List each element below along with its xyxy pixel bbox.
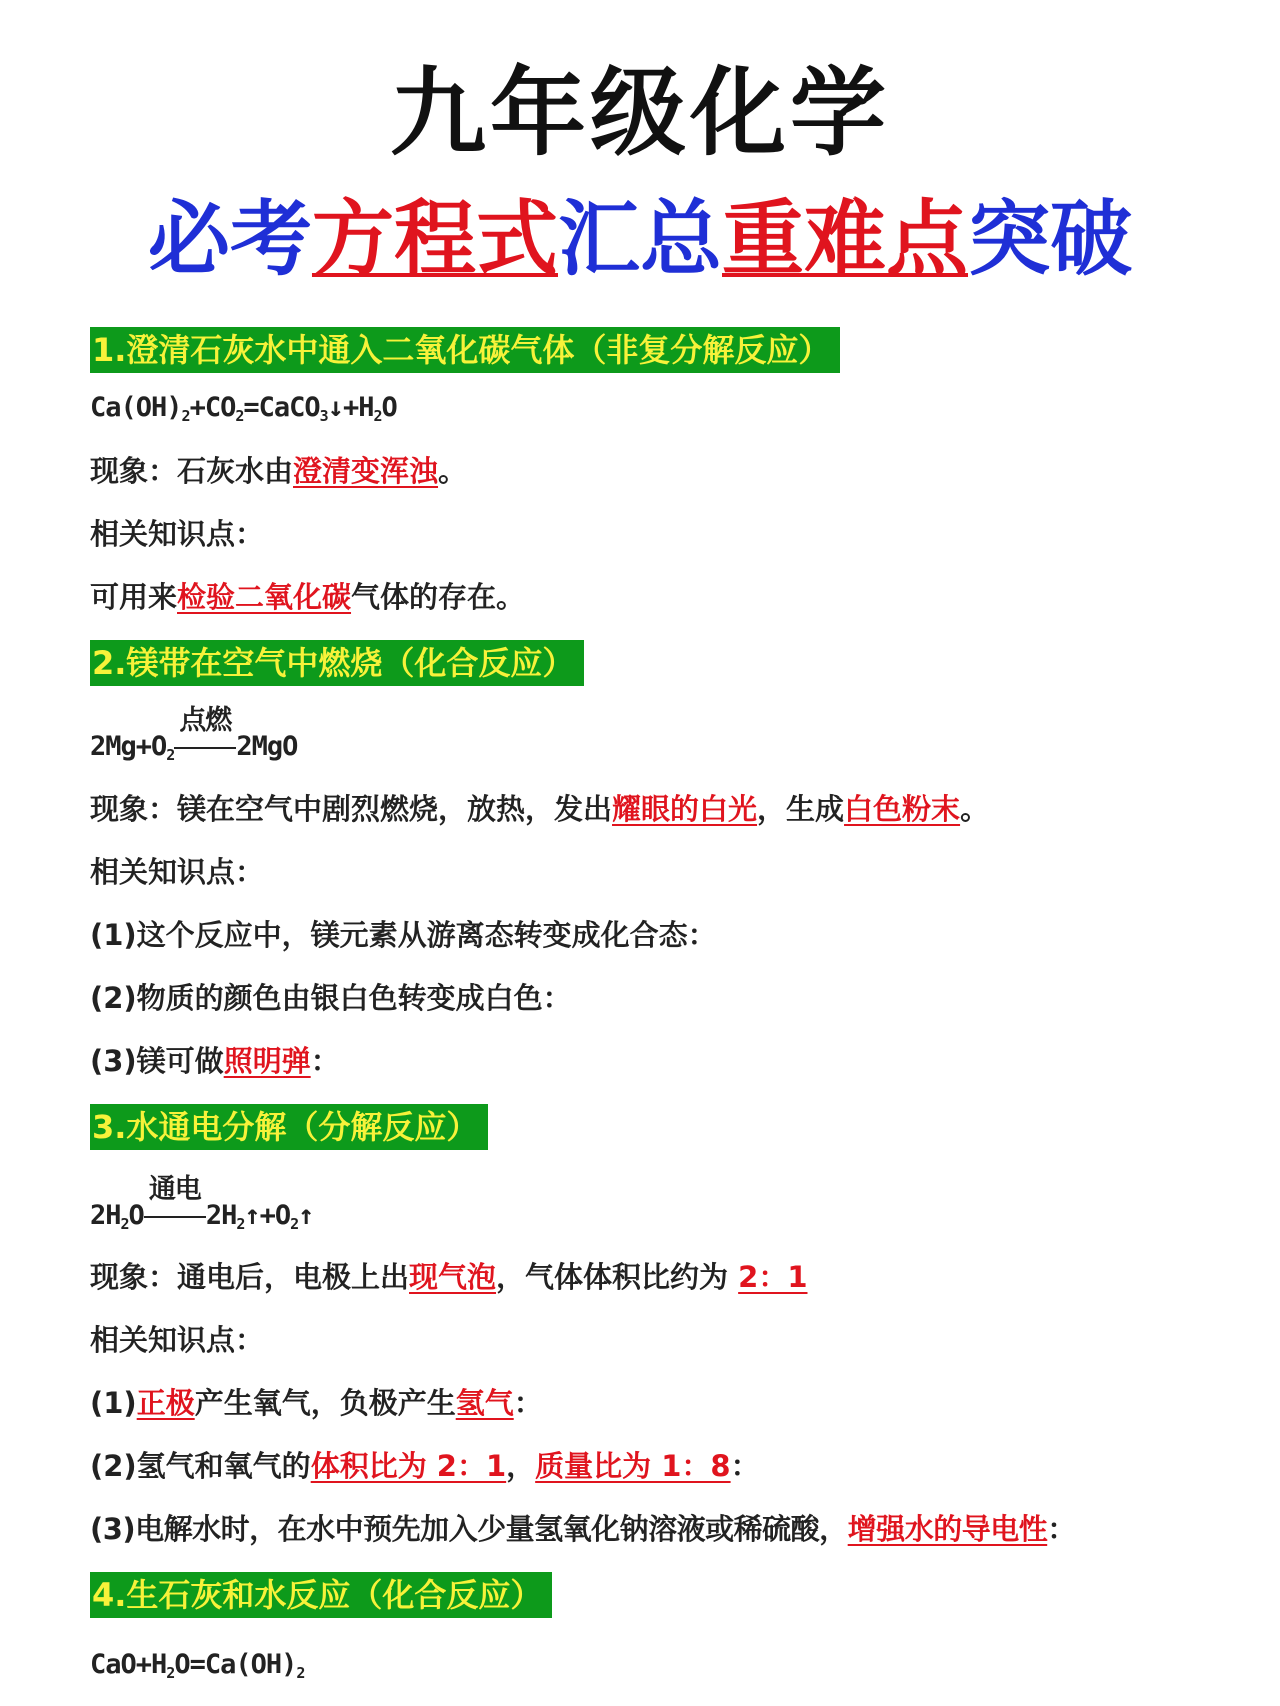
section-3-knowledge-label: 相关知识点：: [90, 1323, 265, 1357]
section-2-equation: $2Mg+O_2$ 点燃 2MgO: [90, 727, 297, 775]
section-3-knowledge-3: (3)电解水时，在水中预先加入少量氢氧化钠溶液或稀硫酸，增强水的导电性：: [90, 1512, 1076, 1546]
section-1-phenomenon: 现象：石灰水由澄清变浑浊。: [90, 454, 468, 488]
section-4-equation: $CaO+H_2O=Ca(OH)_2$: [90, 1649, 305, 1682]
highlight-text: 白色粉末: [844, 792, 961, 826]
reaction-condition: 通电: [144, 1196, 206, 1236]
section-1-knowledge-label: 相关知识点：: [90, 517, 265, 551]
highlight-text: 氢气: [455, 1386, 514, 1420]
section-2-knowledge-label: 相关知识点：: [90, 855, 265, 889]
subtitle-part-3: 汇总: [557, 192, 722, 287]
section-3-heading: 3.水通电分解（分解反应）: [90, 1104, 488, 1150]
highlight-text: 耀眼的白光: [612, 792, 758, 826]
highlight-text: 澄清变浑浊: [293, 454, 439, 488]
section-2-heading: 2.镁带在空气中燃烧（化合反应）: [90, 640, 584, 686]
section-3-equation: $2H_2O$ 通电 $2H_2↑+O_2↑$: [90, 1196, 313, 1244]
highlight-text: 照明弹: [223, 1044, 311, 1078]
page-title: 九年级化学: [390, 57, 890, 169]
highlight-text: 现气泡: [409, 1260, 497, 1294]
highlight-text: 2：1: [738, 1260, 808, 1294]
subtitle-part-1: 必考: [147, 192, 312, 287]
section-1-heading: 1.澄清石灰水中通入二氧化碳气体（非复分解反应）: [90, 327, 840, 373]
highlight-text: 检验二氧化碳: [177, 580, 352, 614]
subtitle-part-5: 突破: [968, 192, 1133, 287]
highlight-text: 质量比为 1：8: [535, 1449, 731, 1483]
subtitle-part-2: 方程式: [311, 192, 558, 287]
highlight-text: 体积比为 2：1: [310, 1449, 507, 1483]
section-1-knowledge-1: 可用来检验二氧化碳气体的存在。: [90, 580, 526, 614]
highlight-text: 增强水的导电性: [847, 1512, 1048, 1546]
section-3-knowledge-2: (2)氢气和氧气的体积比为 2：1，质量比为 1：8：: [90, 1449, 760, 1483]
subtitle-part-4: 重难点: [722, 192, 969, 287]
highlight-text: 正极: [136, 1386, 195, 1420]
page-subtitle: [0, 192, 1280, 288]
section-2-knowledge-3: (3)镁可做照明弹：: [90, 1044, 340, 1078]
section-1-equation: $Ca(OH)_2+CO_2=CaCO_3↓+H_2O$: [90, 392, 397, 425]
section-2-phenomenon: 现象：镁在空气中剧烈燃烧，放热，发出耀眼的白光，生成白色粉末。: [90, 792, 990, 826]
section-2-knowledge-2: (2)物质的颜色由银白色转变成白色：: [90, 981, 572, 1015]
section-4-heading: 4.生石灰和水反应（化合反应）: [90, 1572, 552, 1618]
section-3-knowledge-1: (1)正极产生氧气，负极产生氢气：: [90, 1386, 543, 1420]
section-3-phenomenon: 现象：通电后，电极上出现气泡，气体体积比约为 2：1: [90, 1260, 808, 1294]
reaction-condition: 点燃: [174, 727, 236, 767]
section-2-knowledge-1: (1)这个反应中，镁元素从游离态转变成化合态：: [90, 918, 717, 952]
